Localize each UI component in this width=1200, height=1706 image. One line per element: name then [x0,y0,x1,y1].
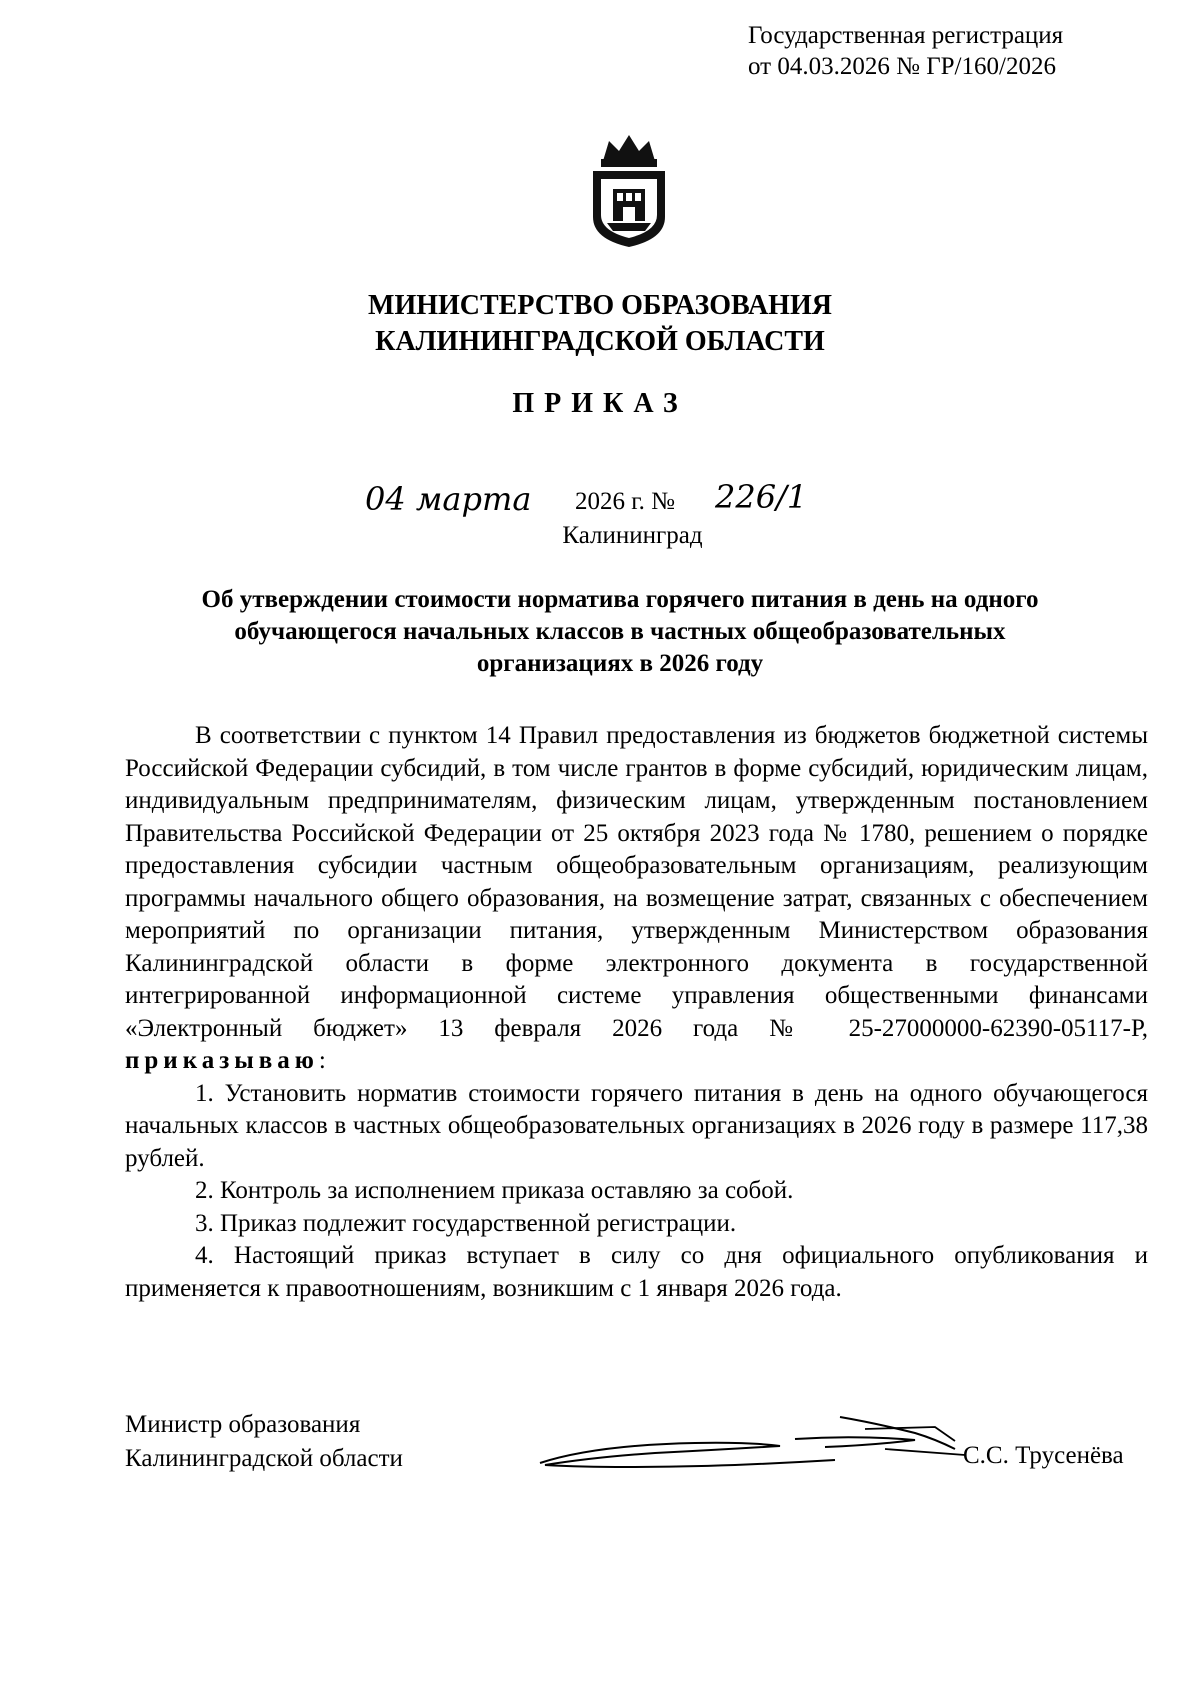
ministry-heading [0,288,1200,360]
subject-line-3: организациях в 2026 году [476,650,764,677]
registration-line-2: от 04.03.2026 № ГР/160/2026 [748,53,1056,80]
subject-line-2: обучающегося начальных классов в частных общеобразовательных [234,618,1006,645]
document-subject [140,584,1100,680]
city: Калининград [562,522,703,549]
order-item-2: 2. Контроль за исполнением приказа оставляю за собой. [195,1177,794,1204]
order-item-4: 4. Настоящий приказ вступает в силу со дня официального опубликования и применяется к правоотношениям, возникшим с 1 января 2026 года. [125,1242,1148,1302]
order-item-3: 3. Приказ подлежит государственной регистрации. [195,1209,737,1237]
preamble-paragraph [125,720,1148,1078]
signer-name: С.С. Трусенёва [963,1442,1124,1469]
signer-position-line-2: Калининградской области [125,1445,403,1472]
ministry-line-1: МИНИСТЕРСТВО ОБРАЗОВАНИЯ [368,290,832,321]
order-item-1: 1. Установить норматив стоимости горячего питания в день на одного обучающегося начальных классов в частных общеобразовательных организациях в 2026 году в размере 117,38 рублей. [125,1079,1148,1172]
handwritten-number: 226/1 [715,478,808,516]
document-body [125,720,1148,1305]
signer-position-line-1: Министр образования [125,1411,361,1438]
registration-line-1: Государственная регистрация [748,22,1064,49]
signer-position [125,1408,403,1476]
date-line [360,478,860,528]
year-label: 2026 г. № [575,488,676,515]
handwritten-signature [535,1405,975,1475]
subject-line-1: Об утверждении стоимости норматива горячего питания в день на одного [201,586,1039,613]
order-colon: : [318,1047,326,1074]
ministry-line-2: КАЛИНИНГРАДСКОЙ ОБЛАСТИ [375,326,825,357]
document-type: ПРИКАЗ [512,388,688,419]
order-word: приказываю [125,1047,319,1074]
coat-of-arms-emblem-icon [585,131,673,251]
preamble-text: В соответствии с пунктом 14 Правил предоставления из бюджетов бюджетной системы Российской Федерации субсидий, в том числе грантов в форме субсидий, юридическим лицам, индивидуальным предпринимателям, физическим лицам, утвержденным постановлением Правительства Российской Федерации от 25 октября 2023 года № 1780, решением о порядке предоставления субсидии частным общеобразовательным организациям, реализующим программы начального общего образования, на возмещение затрат, связанных с обеспечением мероприятий по организации питания, утвержденным Министерством образования Калининградской области в форме электронного документа в государственной интегрированной информационной системе управления общественными финансами «Электронный бюджет» 13 февраля 2026 года № 25-27000000-62390-05117-Р, [125,722,1148,1042]
handwritten-date: 04 марта [365,480,532,518]
registration-stamp [748,20,1063,82]
